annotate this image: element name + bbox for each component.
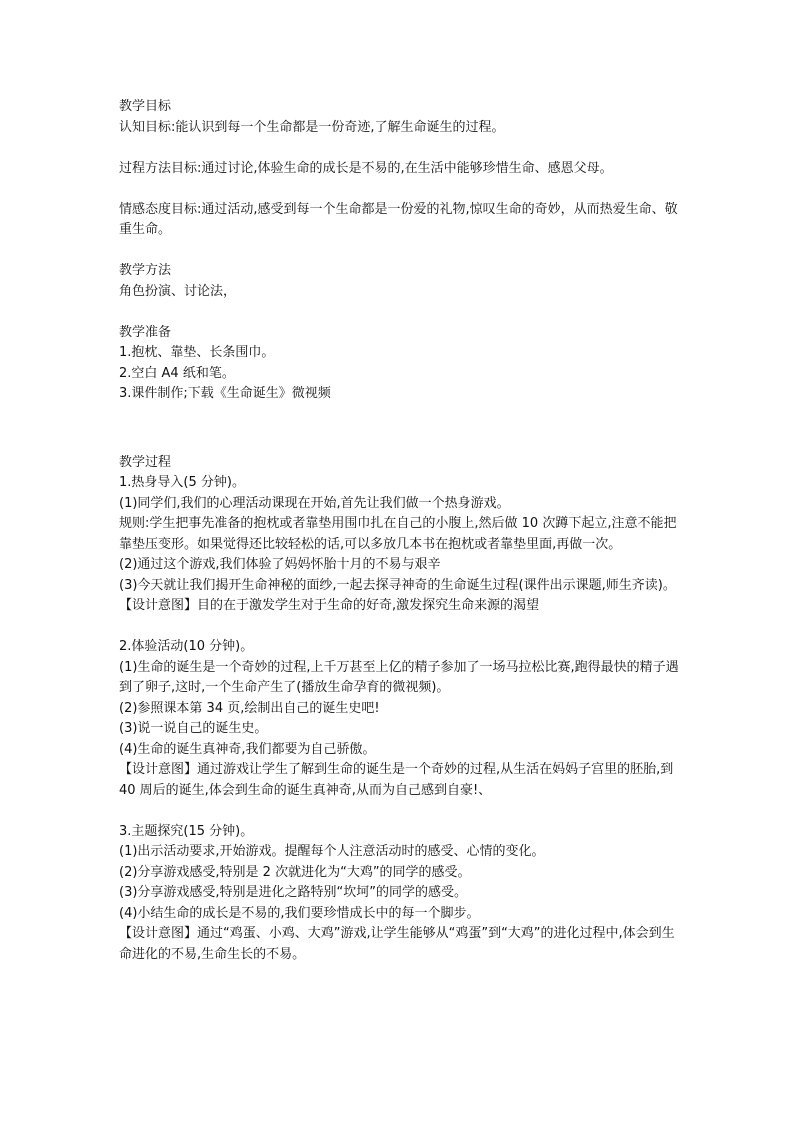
section-title: 2.体验活动(10 分钟)。 [119,639,254,654]
section-item: (3)分享游戏感受,特别是进化之路特别“坎坷”的同学的感受。 [119,885,468,900]
process-goal: 过程方法目标:通过讨论,体验生命的成长是不易的,在生活中能够珍惜生命、感恩父母。 [119,160,613,176]
design-intent: 【设计意图】通过游戏让学生了解到生命的诞生是一个奇妙的过程,从生活在妈妈子宫里的胚胎,到 40 周后的诞生,体会到生命的诞生真神奇,从而为自己感到自豪!、 [119,762,674,798]
design-intent: 【设计意图】通过“鸡蛋、小鸡、大鸡”游戏,让学生能够从“鸡蛋”到“大鸡”的进化过程中,体会到生命进化的不易,生命生长的不易。 [119,926,675,962]
section-item: (3)说一说自己的诞生史。 [119,721,268,736]
section-item: (1)同学们,我们的心理活动课现在开始,首先让我们做一个热身游戏。 [119,495,510,511]
section-title: 3.主题探究(15 分钟)。 [119,823,254,839]
preparation-item: 1.抱枕、靠垫、长条围巾。 [119,345,275,360]
design-intent: 【设计意图】目的在于激发学生对于生命的好奇,激发探究生命来源的渴望 [119,598,540,613]
teaching-methods-text: 角色扮演、讨论法， [119,283,237,299]
document-body [119,97,679,965]
cognitive-goal: 认知目标:能认识到每一个生命都是一份奇迹,了解生命诞生的过程。 [119,119,505,135]
section-item: (2)分享游戏感受,特别是 2 次就进化为“大鸡”的同学的感受。 [119,864,471,880]
preparation-item: 3.课件制作;下载《生命诞生》微视频 [119,386,331,401]
section-item: (4)生命的诞生真神奇,我们都要为自己骄傲。 [119,741,376,757]
section-item: (2)参照课本第 34 页,绘制出自己的诞生史吧! [119,700,380,716]
emotion-goal: 情感态度目标:通过活动,感受到每一个生命都是一份爱的礼物,惊叹生命的奇妙，从而热爱生命、敬重生命。 [119,201,678,237]
section-item: 规则:学生把事先准备的抱枕或者靠垫用围巾扎在自己的小腹上,然后做 10 次蹲下起立,注意不能把靠垫压变形。如果觉得还比较轻松的话,可以多放几本书在抱枕或者靠垫里面,再做一次。 [119,516,677,552]
preparation-heading: 教学准备 [119,324,172,340]
preparation-item: 2.空白 A4 纸和笔。 [119,365,235,381]
section-title: 1.热身导入(5 分钟)。 [119,475,245,490]
teaching-process-heading: 教学过程 [119,454,172,470]
section-item: (1)出示活动要求,开始游戏。提醒每个人注意活动时的感受、心情的变化。 [119,844,545,859]
section-item: (3)今天就让我们揭开生命神秘的面纱,一起去探寻神奇的生命诞生过程(课件出示课题,师生齐读)。 [119,577,676,593]
section-item: (4)小结生命的成长是不易的,我们要珍惜成长中的每一个脚步。 [119,905,480,921]
section-item: (2)通过这个游戏,我们体验了妈妈怀胎十月的不易与艰辛 [119,557,441,572]
teaching-goals-heading: 教学目标 [119,99,172,114]
teaching-methods-heading: 教学方法 [119,263,172,278]
section-item: (1)生命的诞生是一个奇妙的过程,上千万甚至上亿的精子参加了一场马拉松比赛,跑得最快的精子遇到了卵子,这时,一个生命产生了(播放生命孕育的微视频)。 [119,659,679,695]
